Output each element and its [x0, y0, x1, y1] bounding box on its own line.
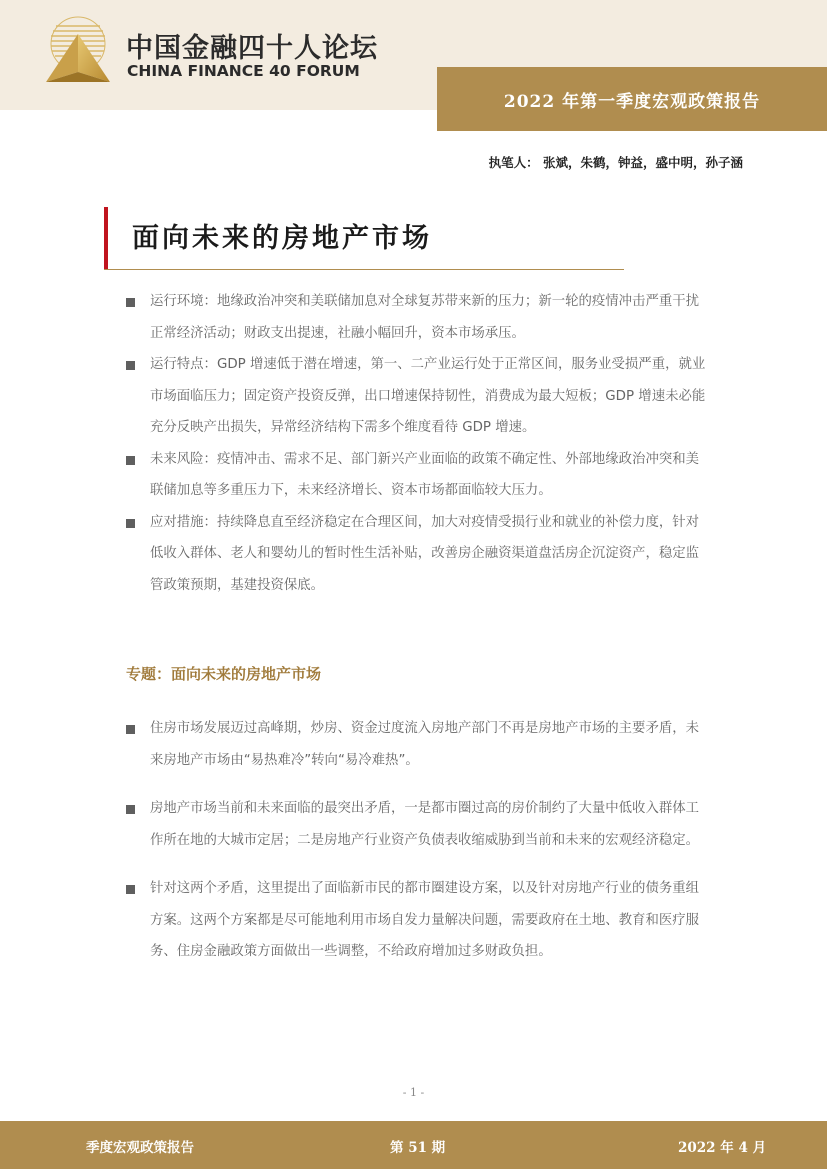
summary-text: 未来风险：疫情冲击、需求不足、部门新兴产业面临的政策不确定性、外部地缘政治冲突和美联储加息等多重压力下，未来经济增长、资本市场都面临较大压力。 — [150, 451, 700, 498]
topic-text: 针对这两个矛盾，这里提出了面临新市民的都市圈建设方案，以及针对房地产行业的债务重组方案。这两个方案都是尽可能地利用市场自发力量解决问题，需要政府在土地、教育和医疗服务、住房金融政策方面做出一些调整，不给政府增加过多财政负担。 — [150, 881, 700, 959]
topic-heading: 专题：面向未来的房地产市场 — [126, 665, 322, 683]
summary-item — [124, 507, 709, 602]
summary-text: 应对措施：持续降息直至经济稳定在合理区间，加大对疫情受损行业和就业的补偿力度，针对低收入群体、老人和婴幼儿的暂时性生活补贴，改善房企融资渠道盘活房企沉淀资产，稳定监管政策预期，基建投资保底。 — [150, 514, 700, 593]
topic-item — [124, 793, 709, 856]
summary-list — [124, 286, 709, 601]
footer-issue: 第 51 期 — [390, 1140, 446, 1156]
title-underline — [104, 269, 624, 270]
summary-text: 运行特点：GDP 增速低于潜在增速，第一、二产业运行处于正常区间，服务业受损严重，就业市场面临压力；固定资产投资反弹，出口增速保持韧性，消费成为最大短板；GDP 增速未必能充分反映产出损失，异常经济结构下需多个维度看待 GDP 增速。 — [150, 357, 706, 435]
topic-item — [124, 713, 709, 776]
topic-item — [124, 873, 709, 968]
authors-line: 执笔人： 张斌，朱鹤，钟益，盛中明，孙子涵 — [488, 155, 743, 170]
footer-date: 2022 年 4 月 — [678, 1140, 767, 1156]
gold-pyramid-logo-icon — [42, 16, 112, 88]
square-bullet-icon — [126, 805, 135, 814]
footer-band — [0, 1121, 827, 1169]
topic-list — [124, 713, 709, 985]
square-bullet-icon — [126, 456, 135, 465]
topic-text: 房地产市场当前和未来面临的最突出矛盾，一是都市圈过高的房价制约了大量中低收入群体工作所在地的大城市定居；二是房地产行业资产负债表收缩威胁到当前和未来的宏观经济稳定。 — [150, 801, 700, 848]
title-accent-bar — [104, 207, 108, 270]
square-bullet-icon — [126, 519, 135, 528]
square-bullet-icon — [126, 298, 135, 307]
square-bullet-icon — [126, 885, 135, 894]
summary-item — [124, 349, 709, 444]
page-number: - 1 - — [402, 1086, 425, 1099]
summary-item — [124, 286, 709, 349]
summary-item — [124, 444, 709, 507]
summary-text: 运行环境：地缘政治冲突和美联储加息对全球复苏带来新的压力；新一轮的疫情冲击严重干扰正常经济活动；财政支出提速，社融小幅回升，资本市场承压。 — [150, 294, 700, 341]
org-name-cn: 中国金融四十人论坛 — [126, 33, 378, 64]
org-name-en: CHINA FINANCE 40 FORUM — [127, 62, 360, 80]
square-bullet-icon — [126, 725, 135, 734]
topic-text: 住房市场发展迈过高峰期，炒房、资金过度流入房地产部门不再是房地产市场的主要矛盾，未来房地产市场由“易热难冷”转向“易冷难热”。 — [150, 721, 700, 768]
report-title-box — [437, 67, 827, 131]
square-bullet-icon — [126, 361, 135, 370]
main-title: 面向未来的房地产市场 — [132, 223, 432, 254]
report-title: 2022 年第一季度宏观政策报告 — [503, 91, 761, 112]
footer-report-name: 季度宏观政策报告 — [86, 1140, 194, 1156]
